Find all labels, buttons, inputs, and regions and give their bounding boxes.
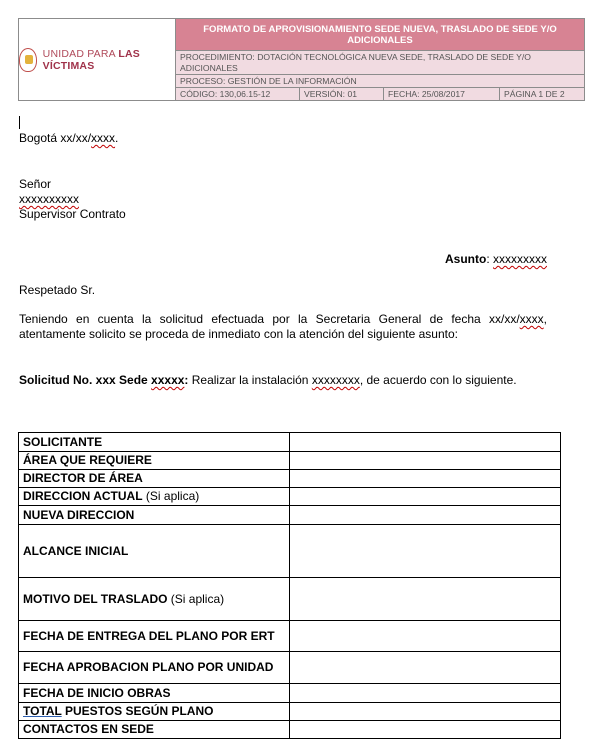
table-row bbox=[19, 703, 561, 721]
subject-label: Asunto bbox=[445, 252, 487, 266]
table-row bbox=[19, 488, 561, 506]
row-label bbox=[19, 703, 290, 721]
row-label bbox=[19, 488, 290, 506]
city-date[interactable] bbox=[19, 131, 118, 146]
row-label-text: PUESTOS SEGÚN PLANO bbox=[61, 704, 214, 718]
date-cell: FECHA: 25/08/2017 bbox=[384, 88, 500, 100]
procedure-text: PROCEDIMIENTO: DOTACIÓN TECNOLÓGICA NUEVA SEDE, TRASLADO DE SEDE Y/O ADICIONALES bbox=[176, 51, 584, 75]
subject-separator: : bbox=[486, 252, 493, 266]
table-row bbox=[19, 452, 561, 470]
row-label-text: DIRECTOR DE ÁREA bbox=[23, 471, 143, 485]
recipient-name[interactable] bbox=[19, 192, 79, 207]
request-sede: xxxxx bbox=[151, 373, 185, 387]
header-meta-row bbox=[176, 88, 584, 100]
logo-text bbox=[43, 48, 175, 72]
row-value-cell[interactable] bbox=[290, 452, 561, 470]
table-row bbox=[19, 684, 561, 703]
logo-text-bold: LAS VÍCTIMAS bbox=[42, 47, 140, 72]
table-row bbox=[19, 506, 561, 525]
subject-value: xxxxxxxxx bbox=[493, 252, 547, 266]
text-cursor bbox=[19, 116, 20, 129]
row-label-text: SOLICITANTE bbox=[23, 434, 103, 449]
body-year: xxxx bbox=[519, 312, 544, 326]
row-value-cell[interactable] bbox=[290, 506, 561, 525]
request-placeholder: xxxxxxxx bbox=[311, 373, 360, 387]
body-line-1-end: , bbox=[543, 312, 547, 326]
recipient-role[interactable]: Supervisor Contrato bbox=[19, 207, 126, 221]
row-label bbox=[19, 506, 290, 525]
row-value-cell[interactable] bbox=[290, 652, 561, 684]
row-label bbox=[19, 721, 290, 739]
code-cell: CÓDIGO: 130,06.15-12 bbox=[176, 88, 300, 100]
row-label-text: FECHA DE INICIO OBRAS bbox=[23, 685, 171, 700]
body-line-1: Teniendo en cuenta la solicitud efectuada por la Secretaria General de fecha xx/xx/ bbox=[19, 312, 520, 326]
subject-line[interactable] bbox=[300, 252, 547, 267]
row-label-note: (Si aplica) bbox=[167, 591, 225, 606]
table-row bbox=[19, 721, 561, 739]
row-label-text: DIRECCION ACTUAL bbox=[23, 489, 143, 503]
row-label-text: MOTIVO DEL TRASLADO bbox=[23, 591, 168, 606]
row-label-text: FECHA DE ENTREGA DEL PLANO POR ERT bbox=[23, 628, 275, 643]
body-line-2: atentamente solicito se proceda de inmediato con la atención del siguiente asunto: bbox=[19, 327, 458, 341]
row-label-text: FECHA APROBACION PLANO POR UNIDAD bbox=[23, 660, 274, 674]
request-text-2: , de acuerdo con lo siguiente. bbox=[359, 373, 517, 387]
row-label-text: ÁREA QUE REQUIERE bbox=[23, 453, 152, 467]
request-text-1: Realizar la instalación bbox=[188, 373, 312, 387]
table-row bbox=[19, 470, 561, 488]
row-value-cell[interactable] bbox=[290, 578, 561, 621]
greeting[interactable]: Respetado Sr. bbox=[19, 283, 96, 297]
document-header bbox=[18, 18, 585, 101]
body-paragraph[interactable] bbox=[19, 312, 547, 342]
table-row bbox=[19, 621, 561, 652]
row-value-cell[interactable] bbox=[290, 721, 561, 739]
logo bbox=[19, 19, 176, 100]
row-value-cell[interactable] bbox=[290, 488, 561, 506]
row-label bbox=[19, 525, 290, 578]
row-value-cell[interactable] bbox=[290, 470, 561, 488]
row-value-cell[interactable] bbox=[290, 525, 561, 578]
table-row bbox=[19, 652, 561, 684]
table-row bbox=[19, 433, 561, 452]
row-label bbox=[19, 621, 290, 652]
row-value-cell[interactable] bbox=[290, 703, 561, 721]
city-date-suffix: . bbox=[115, 131, 119, 145]
table-row bbox=[19, 578, 561, 621]
version-cell: VERSIÓN: 01 bbox=[300, 88, 384, 100]
request-colon: : bbox=[184, 373, 189, 387]
city-date-year: xxxx bbox=[91, 131, 116, 145]
row-label bbox=[19, 652, 290, 684]
row-label bbox=[19, 433, 290, 452]
request-label: Solicitud No. xxx Sede bbox=[19, 373, 152, 387]
recipient-name-text: xxxxxxxxxx bbox=[19, 192, 79, 206]
request-form-table bbox=[18, 432, 561, 739]
row-label bbox=[19, 470, 290, 488]
row-label-text: CONTACTOS EN SEDE bbox=[23, 722, 154, 736]
row-label bbox=[19, 452, 290, 470]
row-label-text: ALCANCE INICIAL bbox=[23, 543, 129, 558]
request-paragraph[interactable] bbox=[19, 373, 547, 388]
salutation-to[interactable]: Señor bbox=[19, 177, 52, 191]
city-date-prefix: Bogotá xx/xx/ bbox=[19, 131, 92, 145]
logo-text-prefix: UNIDAD PARA bbox=[42, 47, 119, 60]
row-label bbox=[19, 578, 290, 621]
row-value-cell[interactable] bbox=[290, 433, 561, 452]
process-text: PROCESO: GESTIÓN DE LA INFORMACIÓN bbox=[176, 75, 584, 88]
row-label-text: NUEVA DIRECCION bbox=[23, 507, 135, 522]
form-title: FORMATO DE APROVISIONAMIENTO SEDE NUEVA, TRASLADO DE SEDE Y/O ADICIONALES bbox=[176, 19, 584, 51]
table-row bbox=[19, 525, 561, 578]
coat-of-arms-icon bbox=[19, 48, 37, 72]
page-cell: PÁGINA 1 DE 2 bbox=[504, 89, 565, 99]
row-value-cell[interactable] bbox=[290, 621, 561, 652]
row-label-note: (Si aplica) bbox=[142, 489, 200, 503]
row-value-cell[interactable] bbox=[290, 684, 561, 703]
row-label bbox=[19, 684, 290, 703]
row-label-underlined: TOTAL bbox=[23, 704, 62, 718]
